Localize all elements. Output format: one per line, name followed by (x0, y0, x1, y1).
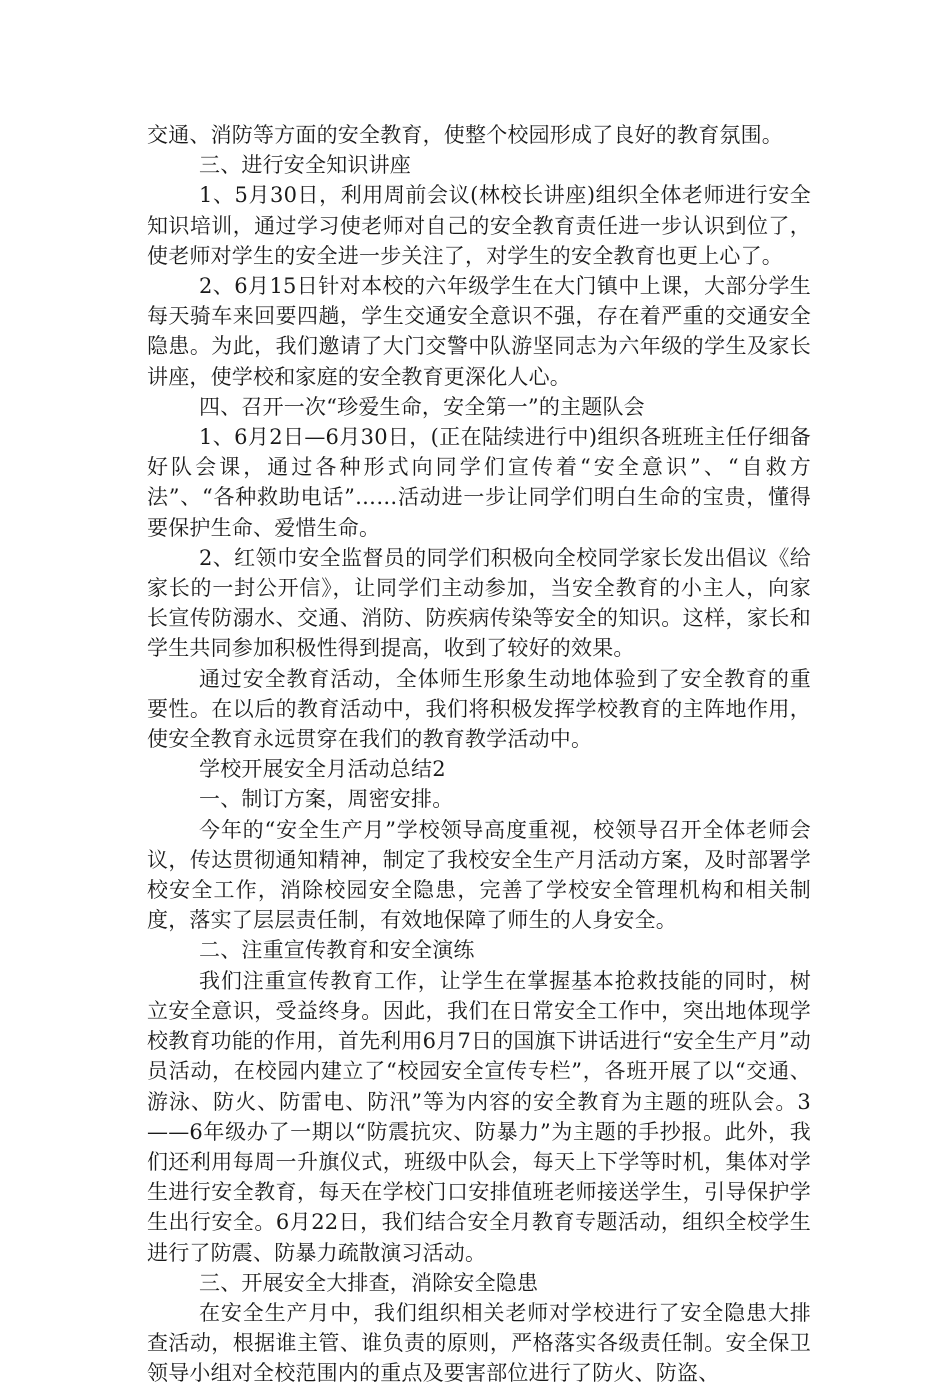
paragraph: 交通、消防等方面的安全教育，使整个校园形成了良好的教育氛围。 (147, 123, 783, 147)
paragraph: 1、6月2日—6月30日，(正在陆续进行中)组织各班班主任仔细备好队会课，通过各种形式向同学们宣传着“安全意识”、“自救方法”、“各种救助电话”……活动进一步让同学们明白生命的宝贵，懂得要保护生命、爱惜生命。 (147, 425, 811, 540)
document-body (147, 120, 811, 1389)
section-heading: 四、召开一次“珍爱生命，安全第一”的主题队会 (199, 394, 645, 419)
paragraph: 在安全生产月中，我们组织相关老师对学校进行了安全隐患大排查活动，根据谁主管、谁负责的原则，严格落实各级责任制。安全保卫领导小组对全校范围内的重点及要害部位进行了防火、防盗、 (147, 1300, 811, 1386)
paragraph: 我们注重宣传教育工作，让学生在掌握基本抢救技能的同时，树立安全意识，受益终身。因此，我们在日常安全工作中，突出地体现学校教育功能的作用，首先利用6月7日的国旗下讲话进行“安全生产月”动员活动，在校园内建立了“校园安全宣传专栏”，各班开展了以“交通、游泳、防火、防雷电、防汛”等为内容的安全教育为主题的班队会。3——6年级办了一期以“防震抗灾、防暴力”为主题的手抄报。此外，我们还利用每周一升旗仪式，班级中队会，每天上下学等时机，集体对学生进行安全教育，每天在学校门口安排值班老师接送学生，引导保护学生出行安全。6月22日，我们结合安全月教育专题活动，组织全校学生进行了防震、防暴力疏散演习活动。 (147, 968, 811, 1265)
paragraph: 1、5月30日，利用周前会议(林校长讲座)组织全体老师进行安全知识培训，通过学习使老师对自己的安全教育责任进一步认识到位了，使老师对学生的安全进一步关注了，对学生的安全教育也更上心了。 (147, 183, 811, 268)
paragraph: 2、6月15日针对本校的六年级学生在大门镇中上课，大部分学生每天骑车来回要四趟，学生交通安全意识不强，存在着严重的交通安全隐患。为此，我们邀请了大门交警中队游坚同志为六年级的学生及家长讲座，使学校和家庭的安全教育更深化人心。 (147, 274, 811, 389)
document-subtitle: 学校开展安全月活动总结2 (199, 757, 446, 782)
section-heading: 三、开展安全大排查，消除安全隐患 (199, 1270, 539, 1295)
paragraph: 今年的“安全生产月”学校领导高度重视，校领导召开全体老师会议，传达贯彻通知精神，制定了我校安全生产月活动方案，及时部署学校安全工作，消除校园安全隐患，完善了学校安全管理机构和相关制度，落实了层层责任制，有效地保障了师生的人身安全。 (147, 817, 811, 933)
section-heading: 一、制订方案，周密安排。 (199, 787, 454, 812)
section-heading: 二、注重宣传教育和安全演练 (199, 938, 475, 963)
paragraph: 通过安全教育活动，全体师生形象生动地体验到了安全教育的重要性。在以后的教育活动中，我们将积极发挥学校教育的主阵地作用，使安全教育永远贯穿在我们的教育教学活动中。 (147, 666, 811, 752)
paragraph: 2、红领巾安全监督员的同学们积极向全校同学家长发出倡议《给家长的一封公开信》，让同学们主动参加，当安全教育的小主人，向家长宣传防溺水、交通、消防、防疾病传染等安全的知识。这样，家长和学生共同参加积极性得到提高，收到了较好的效果。 (147, 545, 811, 661)
section-heading: 三、进行安全知识讲座 (199, 153, 411, 178)
